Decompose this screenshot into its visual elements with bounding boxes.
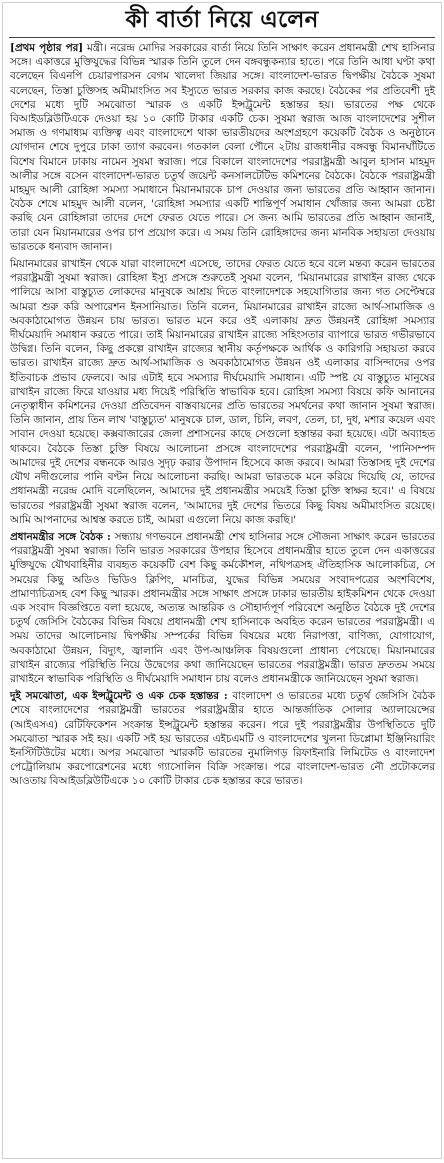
paragraph-text: মন্ত্রী। নরেন্দ্র মোদির সরকারের বার্তা নিয়ে তিনি সাক্ষাৎ করেন প্রধানমন্ত্রী শেখ হাসিনার সঙ্গে। একাত্তরে মুক্তিযুদ্ধের বিভিন্ন স্মারক তিনি তুলে দেন বঙ্গবন্ধুকন্যার হাতে। পরে তিনি আধা ঘণ্টা কথা বলেছেন বিএনপি চেয়ারপারসন বেগম খালেদা জিয়ার সঙ্গে। বাংলাদেশ-ভারত দ্বিপক্ষীয় বৈঠকে সুষমা বলেছেন, তিস্তা চুক্তিসহ অমীমাংসিত সব ইস্যুতে ভারত সরকার কাজ করছে। বৈঠকের পর প্রতিবেশী দুই দেশের মধ্যে দুটি সমঝোতা স্মারক ও একটি ইন্সট্রুমেন্ট হস্তান্তর হয়। ভারতের পক্ষ থেকে বিআইডব্লিউটিএকে দেওয়া হয় ১০ কোটি টাকার একটি চেক। সুষমা স্বরাজ আজ বাংলাদেশের সুশীল সমাজ ও গণমাধ্যম ব্যক্তিত্ব এবং বাংলাদেশে থাকা ভারতীয়দের অংশগ্রহণে কয়েকটি বৈঠক ও অনুষ্ঠানে যোগদান শেষে দুপুরে ঢাকা ত্যাগ করবেন। গতকাল বেলা পৌনে ২টায় রাজধানীর বঙ্গবন্ধু বিমানঘাঁটিতে বিশেষ বিমানে ঢাকায় নামেন সুষমা স্বরাজ। পরে বিকালে বাংলাদেশের পররাষ্ট্রমন্ত্রী আবুল হাসান মাহমুদ আলীর সঙ্গে বসেন বাংলাদেশ-ভারত চতুর্থ জয়েন্ট কনসালটেটিভ কমিশনের বৈঠকে। বৈঠকে পররাষ্ট্রমন্ত্রী মাহমুদ আলী রোহিঙ্গা সমস্যা সমাধানে মিয়ানমারকে চাপ দেওয়ার জন্য ভারতের প্রতি আহ্বান জানান। বৈঠক শেষে মাহমুদ আলী বলেন, 'রোহিঙ্গা সমস্যার একটি শান্তিপূর্ণ সমাধান খোঁজার জন্য আমরা চেষ্টা করছি যেন রোহিঙ্গারা তাদের দেশে ফেরত যেতে পারে। সে জন্য আমি ভারতের প্রতি আহ্বান জানাই, তারা যেন মিয়ানমারের ওপর চাপ প্রয়োগ করে। এ সময় তিনি রোহিঙ্গাদের জন্য মানবিক সহায়তা দেওয়ায় ভারতকে ধন্যবাদ জানান। <box>10 42 435 253</box>
paragraph-3 <box>10 530 435 686</box>
newspaper-clipping <box>2 2 442 1159</box>
section-subheading: প্রধানমন্ত্রীর সঙ্গে বৈঠক : <box>10 530 111 543</box>
paragraph-text: সন্ধ্যায় গণভবনে প্রধানমন্ত্রী শেখ হাসিনার সঙ্গে সৌজন্য সাক্ষাৎ করেন ভারতের পররাষ্ট্রমন্ত্রী সুষমা স্বরাজ। তিনি ভারত সরকারের উপহার হিসেবে প্রধানমন্ত্রীর হাতে তুলে দেন একাত্তরের মুক্তিযুদ্ধে যৌথবাহিনীর ব্যবহৃত কয়েকটি বেশ কিছু কর্মকৌশল, নথিপত্রসহ ঐতিহাসিক আলোকচিত্র, সে সময়ের কিছু অডিও ভিডিও ক্লিপিং, মানচিত্র, যুদ্ধের বিভিন্ন সময়ের সংবাদপত্রের অংশবিশেষ, প্রামাণ্যচিত্রসহ বেশ কিছু স্মারক। প্রধানমন্ত্রীর সঙ্গে সাক্ষাৎ প্রসঙ্গে ঢাকার ভারতীয় হাইকমিশন থেকে দেওয়া এক সংবাদ বিজ্ঞপ্তিতে বলা হয়েছে, অত্যন্ত আন্তরিক ও সৌহার্দ্যপূর্ণ পরিবেশে অনুষ্ঠিত বৈঠকে দুই দেশের চতুর্থ জেসিসি বৈঠকের বিভিন্ন বিষয়ে প্রধানমন্ত্রী শেখ হাসিনাকে অবহিত করেন ভারতের পররাষ্ট্রমন্ত্রী। এ সময় তাদের আলোচনায় দ্বিপক্ষীয় সম্পর্কের বিভিন্ন বিষয়ের মধ্যে নিরাপত্তা, বাণিজ্য, যোগাযোগ, অবকাঠামো উন্নয়ন, বিদ্যুৎ, জ্বালানি এবং উপ-আঞ্চলিক বিষয়গুলো প্রাধান্য পেয়েছে। মিয়ানমারের রাখাইন রাজ্যের পরিস্থিতি নিয়ে উদ্বেগের কথা জানিয়েছেন ভারতের পররাষ্ট্রমন্ত্রী। ভারত দ্রুততম সময়ে রাখাইনে স্বাভাবিক পরিস্থিতি ও দীর্ঘমেয়াদি সমাধান চায় বলেও প্রধানমন্ত্রীকে জানিয়েছেন সুষমা স্বরাজ। <box>10 530 436 685</box>
paragraph-text: বাংলাদেশ ও ভারতের মধ্যে চতুর্থ জেসিসি বৈঠক শেষে বাংলাদেশের পররাষ্ট্রমন্ত্রী ভারতের পররাষ্ট্রমন্ত্রীর হাতে আন্তর্জাতিক সোলার অ্যালায়েন্সের (আইএসএ) রেটিফিকেশন সংক্রান্ত ইন্সট্রুমেন্ট হস্তান্তর করেন। পরে দুই পররাষ্ট্রমন্ত্রীর উপস্থিতিতে দুটি সমঝোতা স্মারক সই হয়। একটি সই হয় ভারতের এইচএমটি ও বাংলাদেশের খুলনা ডিপ্লোমা ইঞ্জিনিয়ারিং ইনস্টিটিউটের মধ্যে। অপর সমঝোতা স্মারকটি ভারতের নুমালিগড় রিফাইনারি লিমিটেড ও বাংলাদেশ পেট্রোলিয়াম করপোরেশনের মধ্যে গ্যাসোলিন বিক্রি সংক্রান্ত। পরে বাংলাদেশ-ভারত নৌ প্রটোকলের আওতায় বিআইডব্লিউটিএকে ১০ কোটি টাকার চেক হস্তান্তর করে ভারত। <box>10 690 435 788</box>
article-body <box>3 41 441 789</box>
paragraph-4 <box>10 689 435 788</box>
continuation-marker: [প্রথম পৃষ্ঠার পর] <box>10 42 84 54</box>
paragraph-text: মিয়ানমারের রাখাইন থেকে যারা বাংলাদেশে এসেছে, তাদের ফেরত যেতে হবে বলে মন্তব্য করেন ভারতের পররাষ্ট্রমন্ত্রী সুষমা স্বরাজ। রোহিঙ্গা ইস্যু প্রসঙ্গে শুরুতেই সুষমা বলেন, 'মিয়ানমারের রাখাইন রাজ্য থেকে পালিয়ে আসা বাস্তুচ্যুত লোকদের মানুষকে আশ্রয় দিতে বাংলাদেশকে সহযোগিতার জন্য গত সেপ্টেম্বরে আমরা শুরু করি অপারেশন ইনসানিয়াত। তিনি বলেন, মিয়ানমারের রাখাইন রাজ্যে আর্থ-সামাজিক ও অবকাঠামোগত উন্নয়ন চায় ভারত। ভারত মনে করে ওই এলাকায় দ্রুত উন্নয়নই রোহিঙ্গা সমস্যার দীর্ঘমেয়াদি সমাধান করতে পারে। তাই মিয়ানমারের রাখাইন রাজ্যে সহিংসতার ব্যাপারে ভারত গভীরভাবে উদ্বিগ্ন। তিনি বলেন, কিছু প্রকল্পে রাখাইন রাজ্যের স্থানীয় কর্তৃপক্ষকে আর্থিক ও কারিগরি সহায়তা করবে ভারত। রাখাইন রাজ্যে দ্রুত আর্থ-সামাজিক ও অবকাঠামোগত উন্নয়ন ওই এলাকার বাসিন্দাদের ওপর ইতিবাচক প্রভাব ফেলবে। আর এটাই হবে সমস্যার দীর্ঘমেয়াদি সমাধান। এটি স্পষ্ট যে বাস্তুচ্যুত মানুষের রাখাইন রাজ্যে ফিরে যাওয়ার মধ্য দিয়েই পরিস্থিতি স্বাভাবিক হবে। রোহিঙ্গা সমস্যা বিষয়ে কফি আনানের নেতৃত্বাধীন কমিশনের দেওয়া প্রতিবেদন বাস্তবায়নের প্রতি ভারতের সমর্থনের কথা জানান সুষমা স্বরাজ। তিনি জানান, প্রায় তিন লাখ 'বাস্তুচ্যুত' মানুষকে চাল, ডাল, চিনি, লবণ, তেল, চা, দুধ, মশার কয়েল এবং সাবান দেওয়া হয়েছে। কক্সবাজারের জেলা প্রশাসনের কাছে সেগুলো হস্তান্তর করা হয়েছে। এটা অব্যাহত থাকবে। বৈঠকে তিস্তা চুক্তি বিষয়ে আলোচনা প্রসঙ্গে বাংলাদেশের পররাষ্ট্রমন্ত্রী বলেন, 'পানিসম্পদ আমাদের দুই দেশের বন্ধনকে আরও সুদৃঢ় করার উপাদান হিসেবে কাজ করবে। আমরা তিস্তাসহ দুই দেশের যৌথ নদীগুলোর পানি বণ্টন নিয়ে আলোচনা করছি। আমরা ভারতকে মনে করিয়ে দিয়েছি যে, তাদের প্রধানমন্ত্রী নরেন্দ্র মোদি বলেছিলেন, আমাদের দুই প্রধানমন্ত্রীর সময়েই তিস্তা চুক্তি স্বাক্ষর হবে।' এ বিষয়ে ভারতের পররাষ্ট্রমন্ত্রী সুষমা স্বরাজ বলেন, 'আমাদের দুই দেশের ভিতরে কিছু বিষয় অমীমাংসিত রয়েছে। আমি আপনাদের আশ্বস্ত করতে চাই, আমরা এগুলো নিয়ে কাজ করছি।' <box>10 258 435 526</box>
paragraph-1 <box>10 41 435 254</box>
headline-divider <box>9 37 435 38</box>
paragraph-2 <box>10 257 435 527</box>
section-subheading: দুই সমঝোতা, এক ইন্সট্রুমেন্ট ও এক চেক হস্তান্তর : <box>10 690 228 703</box>
headline: কী বার্তা নিয়ে এলেন <box>125 6 319 33</box>
